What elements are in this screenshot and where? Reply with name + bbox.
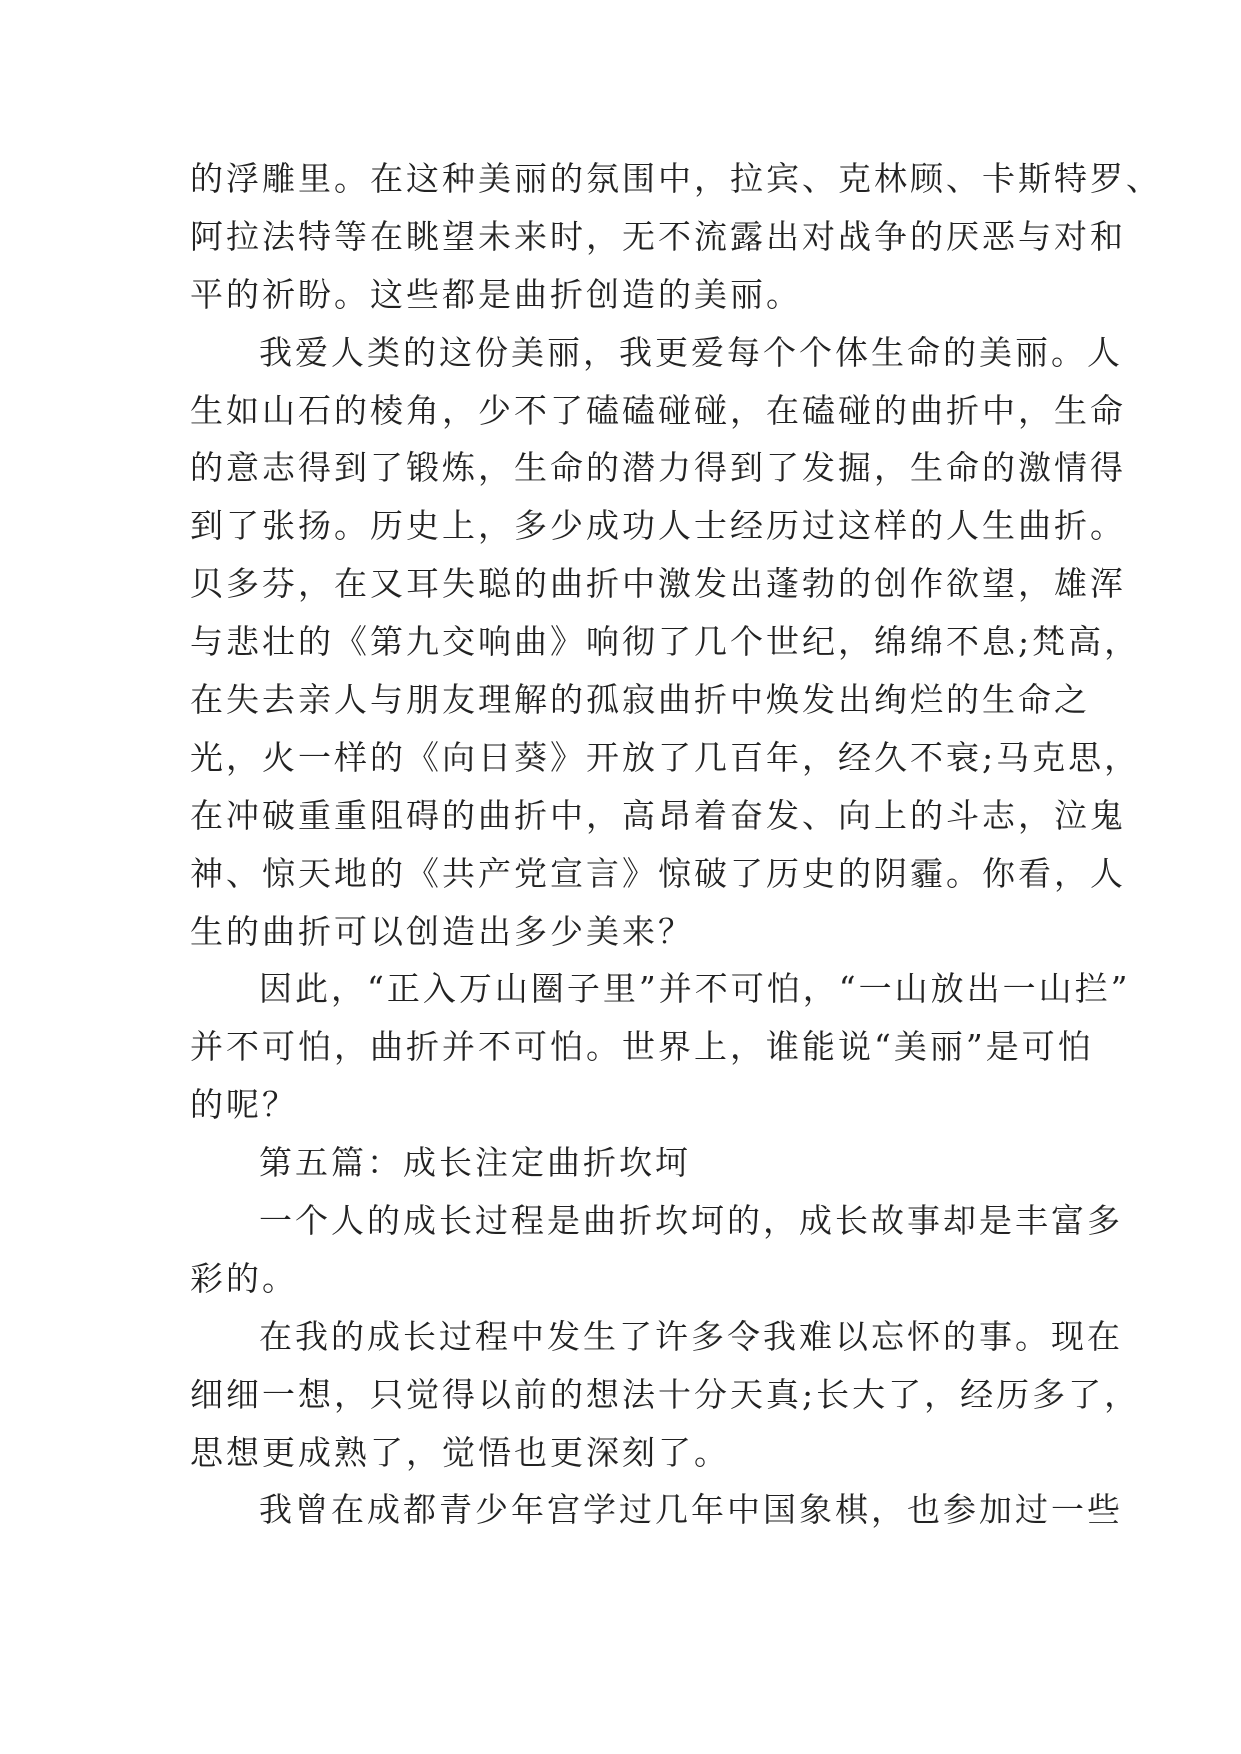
text-line: 细细一想，只觉得以前的想法十分天真;长大了，经历多了， (190, 1374, 1141, 1414)
text-line: 的呢？ (190, 1085, 298, 1125)
text-line: 与悲壮的《第九交响曲》响彻了几个世纪，绵绵不息;梵高， (190, 622, 1141, 662)
paragraph-start-line: 在我的成长过程中发生了许多令我难以忘怀的事。现在 (259, 1316, 1123, 1356)
paragraph-start-line: 一个人的成长过程是曲折坎坷的，成长故事却是丰富多 (259, 1201, 1123, 1241)
text-line: 平的祈盼。这些都是曲折创造的美丽。 (190, 274, 802, 314)
paragraph-start-line: 我曾在成都青少年宫学过几年中国象棋，也参加过一些 (259, 1490, 1123, 1530)
text-line: 生如山石的棱角，少不了磕磕碰碰，在磕碰的曲折中，生命 (190, 390, 1126, 430)
text-line: 神、惊天地的《共产党宣言》惊破了历史的阴霾。你看，人 (190, 853, 1126, 893)
body-text (190, 150, 1162, 1539)
section-heading: 第五篇：成长注定曲折坎坷 (259, 1143, 691, 1183)
text-line: 贝多芬，在又耳失聪的曲折中激发出蓬勃的创作欲望，雄浑 (190, 564, 1126, 604)
text-line: 生的曲折可以创造出多少美来？ (190, 911, 694, 951)
paragraph-start-line: 我爱人类的这份美丽，我更爱每个个体生命的美丽。人 (259, 332, 1123, 372)
text-line: 在失去亲人与朋友理解的孤寂曲折中焕发出绚烂的生命之 (190, 680, 1090, 720)
text-line: 在冲破重重阻碍的曲折中，高昂着奋发、向上的斗志，泣鬼 (190, 795, 1126, 835)
text-line: 并不可怕，曲折并不可怕。世界上，谁能说“美丽”是可怕 (190, 1027, 1094, 1067)
text-line: 光，火一样的《向日葵》开放了几百年，经久不衰;马克思， (190, 737, 1141, 777)
text-line: 的意志得到了锻炼，生命的潜力得到了发掘，生命的激情得 (190, 448, 1126, 488)
paragraph-start-line: 因此，“正入万山圈子里”并不可怕，“一山放出一山拦” (259, 969, 1131, 1009)
text-line: 彩的。 (190, 1258, 298, 1298)
text-line: 的浮雕里。在这种美丽的氛围中，拉宾、克林顾、卡斯特罗、 (190, 159, 1162, 198)
text-line: 思想更成熟了，觉悟也更深刻了。 (190, 1432, 730, 1472)
text-line: 到了张扬。历史上，多少成功人士经历过这样的人生曲折。 (190, 506, 1126, 546)
text-line: 阿拉法特等在眺望未来时，无不流露出对战争的厌恶与对和 (190, 216, 1126, 256)
